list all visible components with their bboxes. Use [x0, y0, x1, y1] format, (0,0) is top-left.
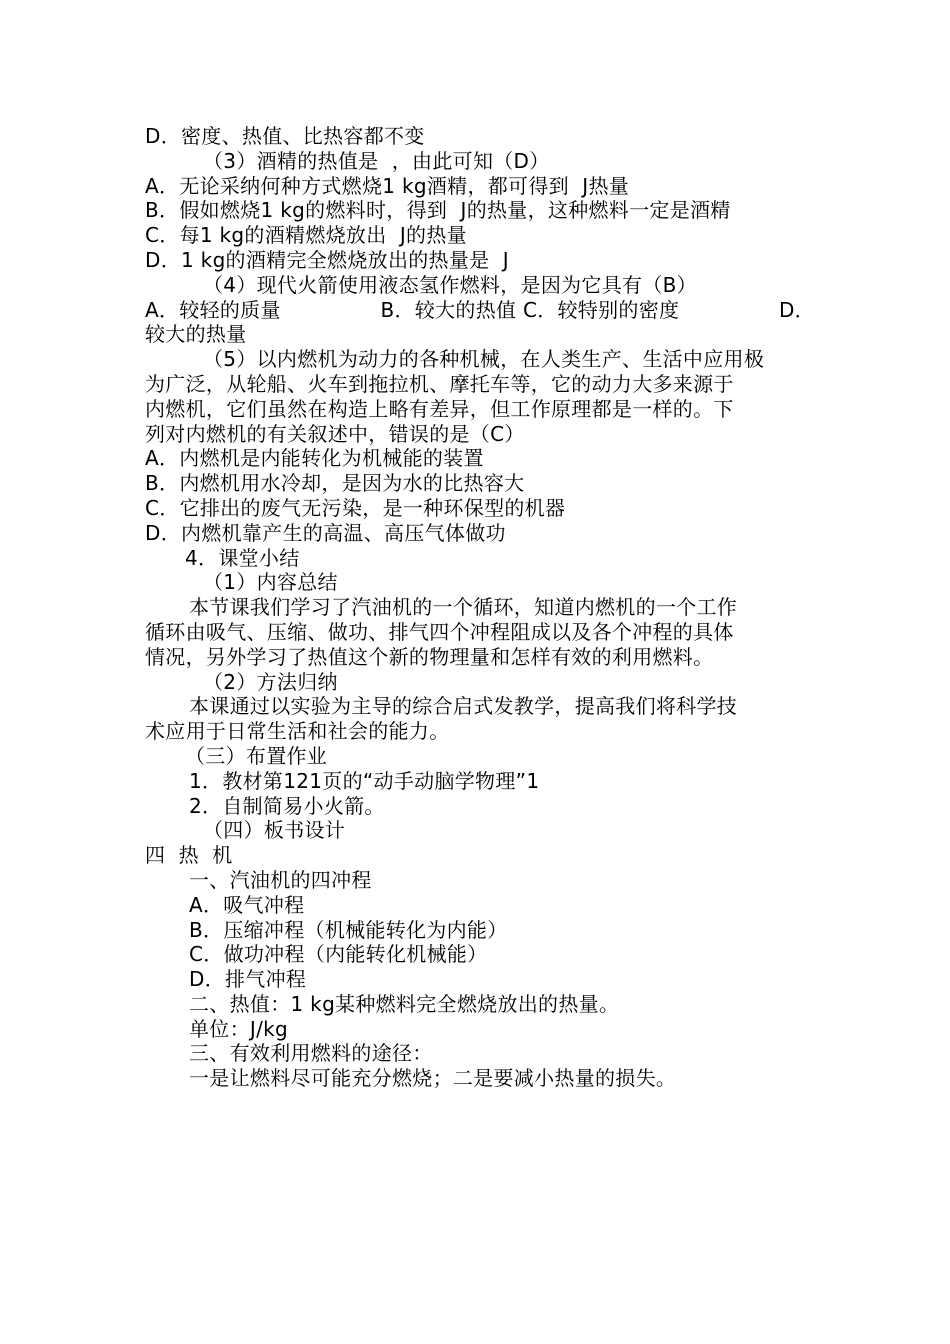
- text-line: （3）酒精的热值是 ，由此可知（D）: [203, 148, 550, 173]
- text-line: 内燃机，它们虽然在构造上略有差异，但工作原理都是一样的。下: [145, 396, 734, 421]
- text-line: D．密度、热值、比热容都不变: [145, 124, 425, 148]
- text-line: D．排气冲程: [189, 967, 307, 992]
- text-line: （1）内容总结: [203, 570, 338, 595]
- text-line: 三、有效利用燃料的途径：: [189, 1041, 433, 1066]
- text-line: C．做功冲程（内能转化机械能）: [189, 942, 488, 967]
- text-line: [145, 298, 815, 323]
- text-line: 单位：J/kg: [189, 1016, 289, 1041]
- text-line: C．每1 kg的酒精燃烧放出 J的热量: [145, 223, 467, 248]
- text-line: 一、汽油机的四冲程: [189, 867, 372, 892]
- text-line: B．假如燃烧1 kg的燃料时，得到 J的热量，这种燃料一定是酒精: [145, 198, 731, 223]
- text-line: 较大的热量: [145, 322, 247, 347]
- document-body: [145, 124, 815, 1091]
- text-line: （三）布置作业: [185, 743, 328, 768]
- text-line: （5）以内燃机为动力的各种机械，在人类生产、生活中应用极: [203, 347, 765, 372]
- text-line: C．它排出的废气无污染，是一种环保型的机器: [145, 495, 566, 520]
- text-line: （四）板书设计: [203, 818, 346, 843]
- text-line: 为广泛，从轮船、火车到拖拉机、摩托车等，它的动力大多来源于: [145, 371, 734, 396]
- text-line: 二、热值：1 kg某种燃料完全燃烧放出的热量。: [189, 991, 620, 1016]
- text-line: 本节课我们学习了汽油机的一个循环，知道内燃机的一个工作: [189, 595, 738, 620]
- text-segment: D．: [778, 297, 815, 322]
- text-line: A．吸气冲程: [189, 892, 305, 917]
- text-line: A．无论采纳何种方式燃烧1 kg酒精，都可得到 J热量: [145, 173, 630, 198]
- text-line: 一是让燃料尽可能充分燃烧；二是要减小热量的损失。: [189, 1066, 677, 1091]
- text-line: D．内燃机靠产生的高温、高压气体做功: [145, 520, 506, 545]
- text-line: 列对内燃机的有关叙述中，错误的是（C）: [145, 421, 525, 446]
- text-line: B．压缩冲程（机械能转化为内能）: [189, 917, 508, 942]
- text-line: B．内燃机用水冷却，是因为水的比热容大: [145, 471, 525, 496]
- text-line: 本课通过以实验为主导的综合启式发教学，提高我们将科学技: [189, 694, 738, 719]
- text-line: 四 热 机: [145, 843, 233, 868]
- text-line: 情况，另外学习了热值这个新的物理量和怎样有效的利用燃料。: [145, 644, 714, 669]
- text-line: 2．自制简易小火箭。: [189, 793, 385, 818]
- text-line: 循环由吸气、压缩、做功、排气四个冲程阻成以及各个冲程的具体: [145, 619, 734, 644]
- text-segment: B．较大的热值 C．较特别的密度: [380, 297, 680, 322]
- text-line: A．内燃机是内能转化为机械能的装置: [145, 446, 484, 471]
- text-line: （2）方法归纳: [203, 669, 338, 694]
- text-line: （4）现代火箭使用液态氢作燃料，是因为它具有（B）: [203, 272, 697, 297]
- text-line: 1．教材第121页的“动手动脑学物理”1: [189, 768, 540, 793]
- text-line: 4．课堂小结: [185, 545, 300, 570]
- text-segment: A．较轻的质量: [145, 297, 281, 322]
- text-line: D．1 kg的酒精完全燃烧放出的热量是 J: [145, 247, 509, 272]
- text-line: 术应用于日常生活和社会的能力。: [145, 719, 450, 744]
